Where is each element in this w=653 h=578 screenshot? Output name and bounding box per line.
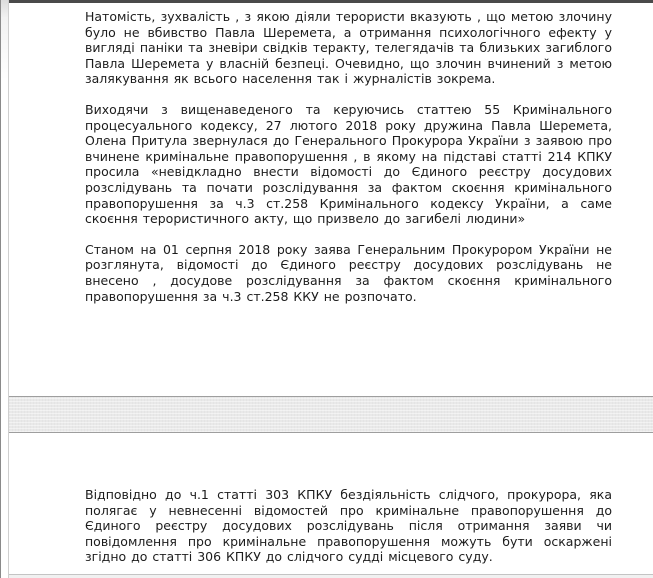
paragraph: Натомість, зухвалість , з якою діяли терористи вказують , що метою злочину було не вбивство Павла Шеремета, а отримання психологічного ефекту у вигляді паніки та зневіри свідків теракту, телегядачів та близьких загиблого Павла Шеремета у власній безпеці. Очевидно, що злочин вчинений з метою залякування як всього населення так і журналістів зокрема. (85, 9, 612, 87)
paragraph: Відповідно до ч.1 статті 303 КПКУ бездіяльність слідчого, прокурора, яка полягає у невнесенні відомостей про кримінальне правопорушення до Єдиного реєстру досудових розслідувань після отримання заяви чи повідомлення про кримінальне правопорушення можуть бути оскаржені згідно до статті 306 КПКУ до слідчого судді місцевого суду. (85, 487, 612, 565)
bottom-page-edge (9, 574, 653, 578)
viewer-left-gutter (0, 0, 8, 578)
page-1 (9, 3, 653, 396)
document-scroll-area[interactable] (8, 0, 653, 578)
paragraph: Виходячи з вищенаведеного та керуючись статтею 55 Кримінального процесуального кодексу, 27 лютого 2018 року дружина Павла Шеремета, Олена Притула звернулася до Генерального Прокурора України з заявою про вчинене кримінальне правопорушення , в якому на підставі статті 214 КПКУ просила «невідкладно внести відомості до Єдиного реєстру досудових розслідувань та почати розслідування за фактом скоєння кримінального правопорушення за ч.3 ст.258 Кримінального кодексу України, а саме скоєння терористичного акту, що призвело до загибелі людини» (85, 101, 612, 227)
page-separator (9, 396, 653, 433)
page-2 (9, 433, 653, 574)
paragraph: Станом на 01 серпня 2018 року заява Генеральним Прокурором України не розглянута, відомості до Єдиного реєстру досудових розслідувань не внесено , досудове розслідування за фактом скоєння кримінального правопорушення за ч.3 ст.258 ККУ не розпочато. (85, 241, 612, 304)
